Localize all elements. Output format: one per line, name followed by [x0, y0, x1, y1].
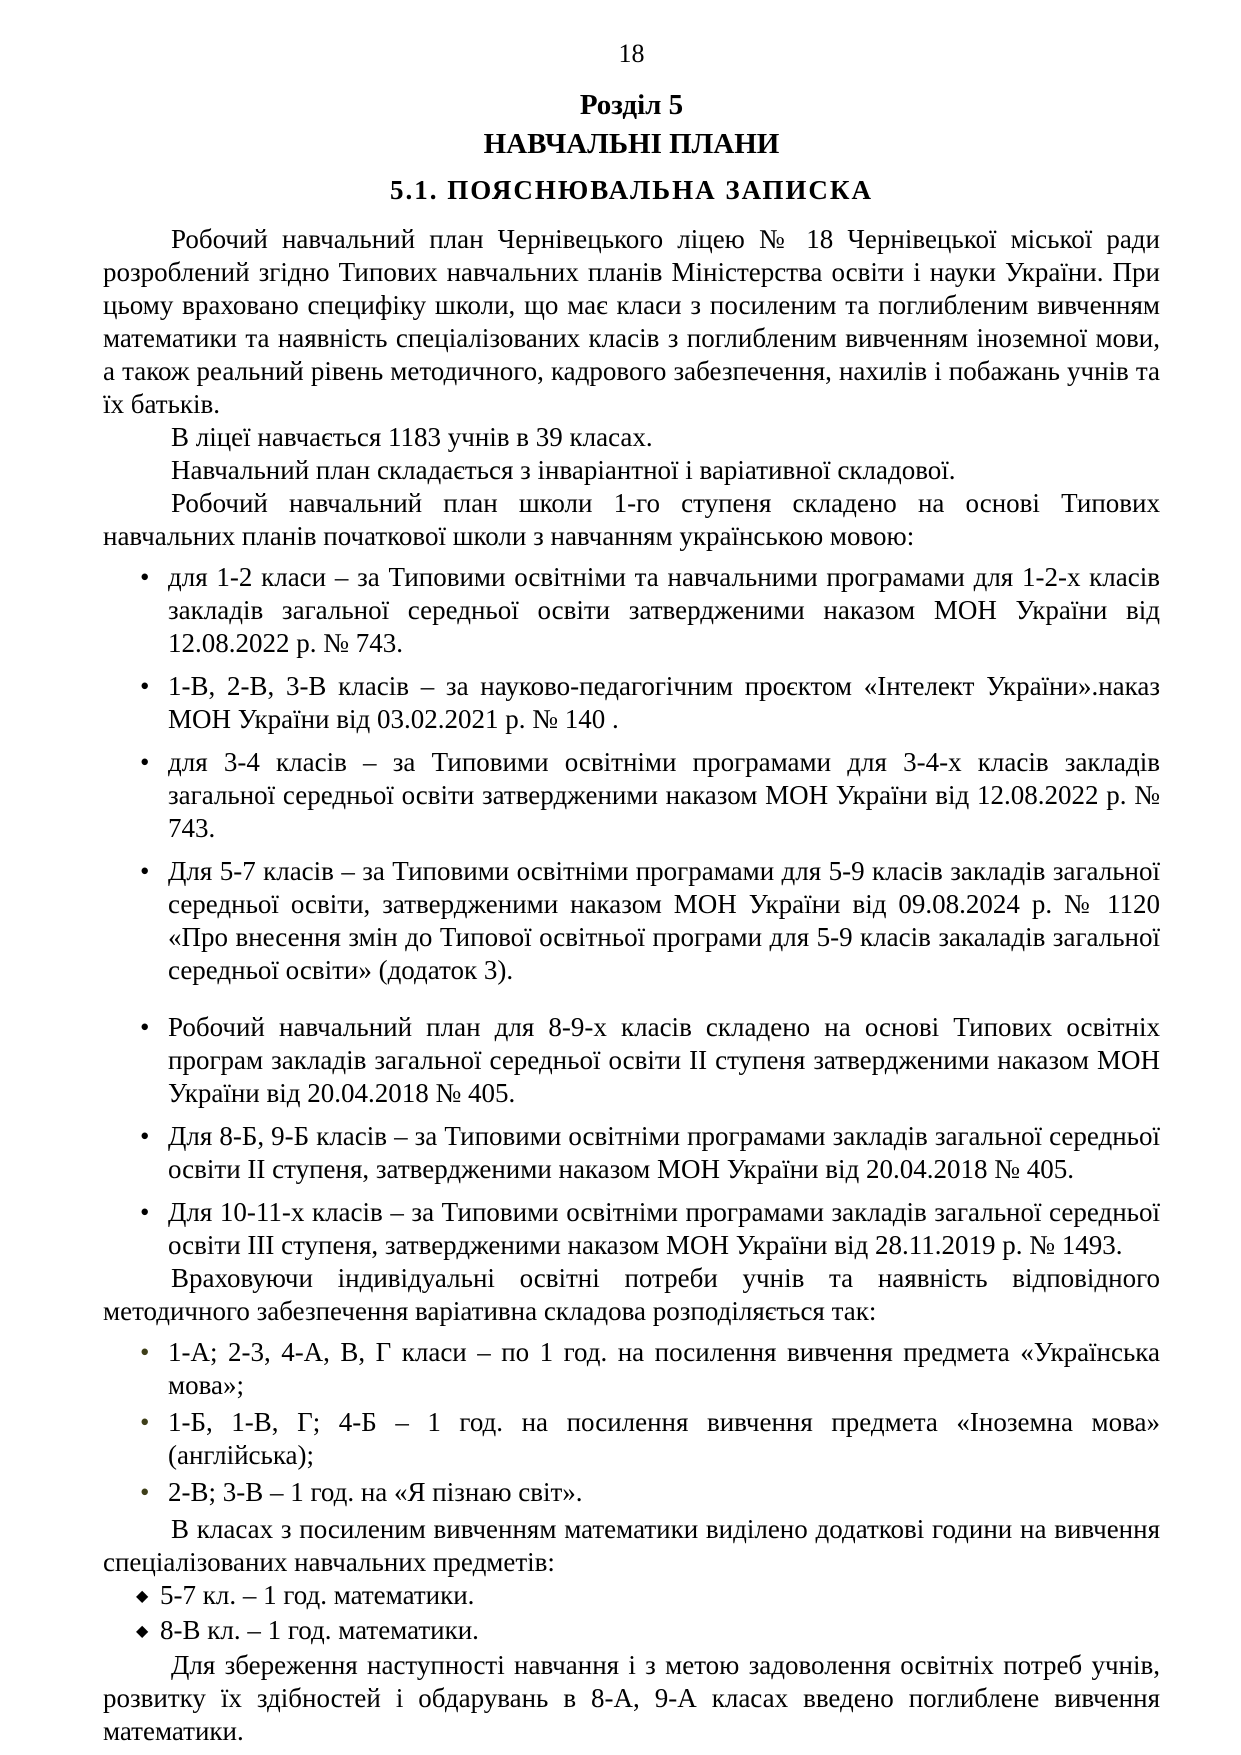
paragraph-variative-intro: Враховуючи індивідуальні освітні потреби учнів та наявність відповідного методичного забезпечення варіативна складова розподіляється так:: [103, 1263, 1160, 1326]
bullet-icon: •: [140, 1012, 150, 1042]
paragraph-primary-school: Робочий навчальний план школи 1-го ступеня складено на основі Типових навчальних планів початкової школи з навчанням українською мовою:: [103, 488, 1160, 551]
math-hours-list: [103, 1579, 1160, 1647]
list-item-text: Для 5-7 класів – за Типовими освітніми програмами для 5-9 класів закладів загальної середньої освіти, затвердженими наказом МОН України від 09.08.2024 р. № 1120 «Про внесення змін до Типової освітньої програми для 5-9 класів закаладів загальної середньої освіти» (додаток 3).: [168, 856, 1160, 985]
bullet-icon: •: [140, 671, 150, 701]
list-item: [140, 561, 1160, 660]
list-item: [140, 1120, 1160, 1186]
list-item-text: для 3-4 класів – за Типовими освітніми програмами для 3-4-х класів закладів загальної середньої освіти затвердженими наказом МОН України від 12.08.2022 р. № 743.: [168, 747, 1160, 843]
paragraph-overview: Робочий навчальний план Чернівецького ліцею № 18 Чернівецької міської ради розроблений згідно Типових навчальних планів Міністерства освіти і науки України. При цьому враховано специфіку школи, що має класи з посиленим та поглибленим вивченням математики та наявність спеціалізованих класів з поглибленим вивченням іноземної мови, а також реальний рівень методичного, кадрового забезпечення, нахилів і побажань учнів та їх батьків.: [103, 224, 1160, 419]
paragraph-math-intro: В класах з посиленим вивченням математики виділено додаткові години на вивчення спеціалізованих навчальних предметів:: [103, 1514, 1160, 1577]
chapter-label: Розділ 5: [579, 89, 684, 121]
list-item-text: для 1-2 класи – за Типовими освітніми та навчальними програмами для 1-2-х класів закладів загальної середньої освіти затвердженими наказом МОН України від 12.08.2022 р. № 743.: [168, 562, 1160, 658]
bullet-icon: •: [140, 1197, 150, 1227]
paragraph-closing: Для збереження наступності навчання і з метою задоволення освітніх потреб учнів, розвитку їх здібностей і обдарувань в 8-А, 9-А класах введено поглиблене вивчення математики.: [103, 1650, 1160, 1746]
diamond-bullet-icon: ◆: [136, 1588, 149, 1605]
list-item-text: Для 8-Б, 9-Б класів – за Типовими освітніми програмами закладів загальної середньої освіти ІІ ступеня, затвердженими наказом МОН України від 20.04.2018 № 405.: [168, 1121, 1160, 1184]
variative-list: [103, 1336, 1160, 1509]
bullet-icon: •: [140, 747, 150, 777]
list-item-text: 1-А; 2-3, 4-А, В, Г класи – по 1 год. на посилення вивчення предмета «Українська мова»;: [168, 1337, 1160, 1400]
list-item: [140, 1406, 1160, 1472]
list-item-text: 8-В кл. – 1 год. математики.: [160, 1615, 479, 1645]
list-item: [140, 670, 1160, 736]
bullet-icon: •: [140, 856, 150, 886]
paragraph-plan-structure: Навчальний план складається з інваріантної і варіативної складової.: [171, 455, 956, 485]
list-item-text: 2-В; 3-В – 1 год. на «Я пізнаю світ».: [168, 1477, 583, 1507]
list-item-text: 5-7 кл. – 1 год. математики.: [160, 1580, 475, 1610]
list-item: [136, 1579, 1160, 1612]
list-item: [140, 1011, 1160, 1110]
section-heading: 5.1. ПОЯСНЮВАЛЬНА ЗАПИСКА: [390, 175, 873, 205]
bullet-icon: •: [140, 1121, 150, 1151]
list-item: [140, 1196, 1160, 1262]
list-item-text: 1-В, 2-В, 3-В класів – за науково-педагогічним проєктом «Інтелект України».наказ МОН України від 03.02.2021 р. № 140 .: [168, 671, 1160, 734]
bullet-icon: •: [140, 562, 150, 592]
list-item-text: 1-Б, 1-В, Г; 4-Б – 1 год. на посилення вивчення предмета «Іноземна мова» (англійська);: [168, 1407, 1160, 1470]
chapter-title: НАВЧАЛЬНІ ПЛАНИ: [483, 128, 780, 160]
list-item-text: Робочий навчальний план для 8-9-х класів складено на основі Типових освітніх програм закладів загальної середньої освіти ІІ ступеня затвердженими наказом МОН України від 20.04.2018 № 405.: [168, 1012, 1160, 1108]
bullet-icon: •: [140, 1477, 150, 1507]
bullet-icon: •: [140, 1407, 150, 1437]
list-item: [140, 1476, 1160, 1509]
diamond-bullet-icon: ◆: [136, 1623, 149, 1640]
typical-programs-list: [103, 561, 1160, 1262]
list-item-text: Для 10-11-х класів – за Типовими освітніми програмами закладів загальної середньої освіти ІІІ ступеня, затвердженими наказом МОН України від 28.11.2019 р. № 1493.: [168, 1197, 1160, 1260]
list-item: [140, 746, 1160, 845]
page-number: 18: [618, 39, 645, 68]
list-item: [136, 1614, 1160, 1647]
list-item: [140, 1336, 1160, 1402]
paragraph-enrollment: В ліцеї навчається 1183 учнів в 39 класах.: [171, 422, 653, 452]
list-item: [140, 855, 1160, 987]
bullet-icon: •: [140, 1337, 150, 1367]
